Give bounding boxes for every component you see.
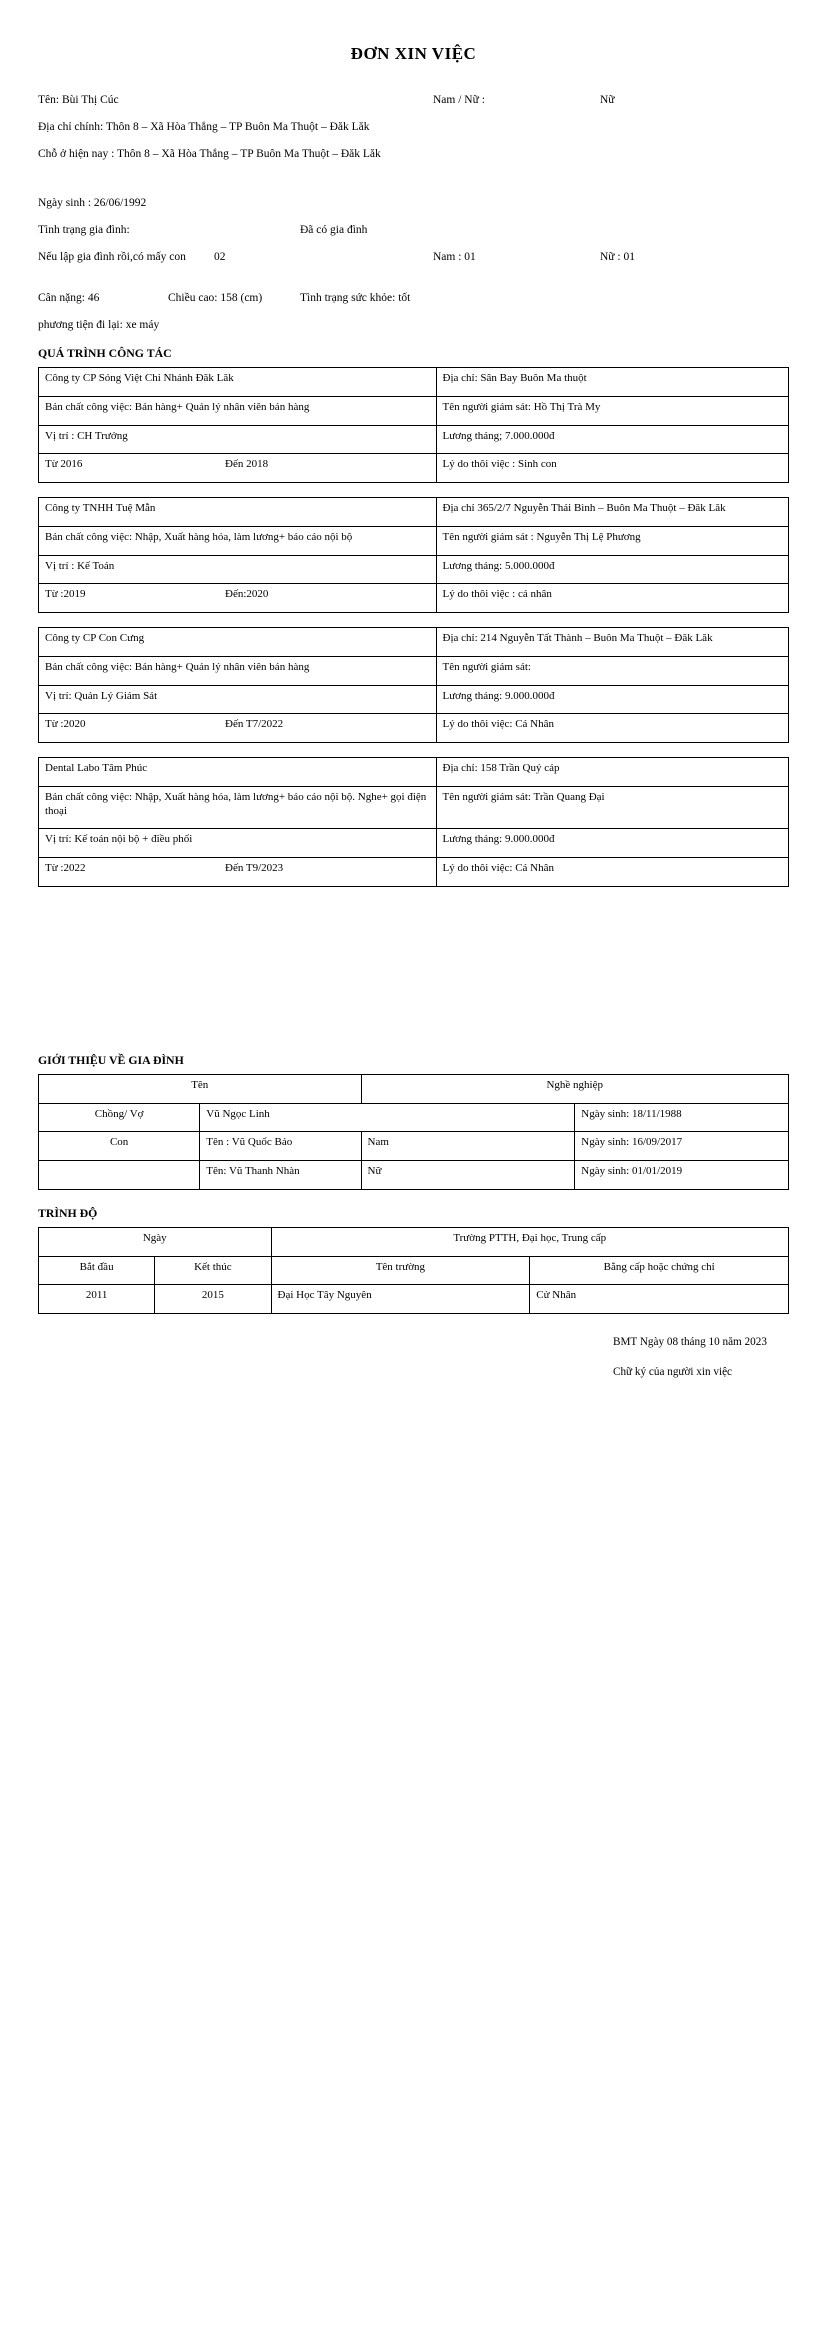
job-from: Từ :2022 xyxy=(45,862,86,874)
footer-block xyxy=(0,1314,827,1378)
table-row xyxy=(39,758,789,787)
health-status: Tình trạng sức khỏe: tốt xyxy=(300,292,411,304)
job-table xyxy=(38,757,789,887)
job-address: Địa chỉ 365/2/7 Nguyễn Thái Bình – Buôn Ma Thuột – Đăk Lăk xyxy=(436,498,789,527)
job-leave-reason: Lý do thôi việc: Cá Nhân xyxy=(436,714,789,743)
name-row xyxy=(38,94,789,121)
edu-start: 2011 xyxy=(39,1285,155,1314)
job-address: Địa chỉ: Sân Bay Buôn Ma thuột xyxy=(436,368,789,397)
table-row xyxy=(39,1285,789,1314)
job-from: Từ 2016 xyxy=(45,458,83,471)
family-birth: Ngày sinh: 01/01/2019 xyxy=(575,1161,789,1190)
table-row xyxy=(39,1103,789,1132)
job-leave-reason: Lý do thôi việc : cá nhân xyxy=(436,584,789,613)
job-duties: Bản chất công việc: Nhập, Xuất hàng hóa, làm lương+ báo cáo nội bộ. Nghe+ gọi điện thoại xyxy=(39,786,437,829)
job-position: Vị trí : CH Trưởng xyxy=(39,425,437,454)
edu-col-date: Ngày xyxy=(39,1227,272,1256)
family-birth: Ngày sinh: 18/11/1988 xyxy=(575,1103,789,1132)
table-row xyxy=(39,714,789,743)
work-history-tables xyxy=(0,367,827,887)
job-table xyxy=(38,497,789,613)
children-female-count: Nữ : 01 xyxy=(600,251,635,263)
family-gender: Nam xyxy=(361,1132,575,1161)
job-company: Công ty TNHH Tuệ Mẫn xyxy=(39,498,437,527)
job-supervisor: Tên người giám sát: Trần Quang Đại xyxy=(436,786,789,829)
edu-school: Đại Học Tây Nguyên xyxy=(271,1285,530,1314)
job-address: Địa chỉ: 214 Nguyễn Tất Thành – Buôn Ma Thuột – Đăk Lăk xyxy=(436,628,789,657)
job-table xyxy=(38,367,789,483)
job-position: Vị trí : Kế Toán xyxy=(39,555,437,584)
job-to: Đến 2018 xyxy=(225,458,269,471)
children-count: 02 xyxy=(214,251,226,263)
transport-row xyxy=(38,319,789,346)
job-supervisor: Tên người giám sát: Hồ Thị Trà My xyxy=(436,396,789,425)
table-row xyxy=(39,454,789,483)
job-table xyxy=(38,627,789,743)
gender-label: Nam / Nữ : xyxy=(433,94,485,106)
table-row xyxy=(39,396,789,425)
table-row xyxy=(39,786,789,829)
table-row xyxy=(39,1161,789,1190)
job-duties: Bản chất công việc: Bán hàng+ Quản lý nhân viên bán hàng xyxy=(39,396,437,425)
edu-col-start: Bắt đầu xyxy=(39,1256,155,1285)
edu-col-school-name: Tên trường xyxy=(271,1256,530,1285)
family-table-wrap xyxy=(0,1074,827,1190)
measurements-row xyxy=(38,292,789,319)
address-current: Chỗ ở hiện nay : Thôn 8 – Xã Hòa Thắng – TP Buôn Ma Thuột – Đăk Lăk xyxy=(38,148,381,160)
job-from: Từ :2020 xyxy=(45,718,86,731)
job-supervisor: Tên người giám sát : Nguyễn Thị Lệ Phương xyxy=(436,526,789,555)
page-title: ĐƠN XIN VIỆC xyxy=(350,44,477,63)
job-period xyxy=(39,584,437,613)
edu-end: 2015 xyxy=(155,1285,271,1314)
family-gender: Nữ xyxy=(361,1161,575,1190)
birthday-row xyxy=(38,197,789,224)
birthday: Ngày sinh : 26/06/1992 xyxy=(38,197,147,209)
family-person-name: Tên: Vũ Thanh Nhàn xyxy=(200,1161,361,1190)
table-row xyxy=(39,858,789,887)
family-col-job: Nghề nghiệp xyxy=(361,1074,789,1103)
job-period xyxy=(39,454,437,483)
job-to: Đến:2020 xyxy=(225,588,269,601)
signature-label: Chữ ký của người xin việc xyxy=(613,1366,733,1378)
table-header-row xyxy=(39,1256,789,1285)
job-salary: Lương tháng; 7.000.000đ xyxy=(436,425,789,454)
job-leave-reason: Lý do thôi việc : Sinh con xyxy=(436,454,789,483)
edu-degree: Cử Nhân xyxy=(530,1285,789,1314)
children-male-count: Nam : 01 xyxy=(433,251,476,263)
table-row xyxy=(39,498,789,527)
table-header-row xyxy=(39,1074,789,1103)
job-company: Công ty CP Con Cưng xyxy=(39,628,437,657)
job-duties: Bản chất công việc: Bán hàng+ Quản lý nhân viên bán hàng xyxy=(39,656,437,685)
table-row xyxy=(39,685,789,714)
education-table xyxy=(38,1227,789,1314)
job-position: Vị trí: Quản Lý Giám Sát xyxy=(39,685,437,714)
table-row xyxy=(39,656,789,685)
education-heading: TRÌNH ĐỘ xyxy=(38,1205,98,1220)
job-to: Đến T7/2022 xyxy=(225,718,284,731)
height-value: Chiều cao: 158 (cm) xyxy=(168,292,263,304)
job-period xyxy=(39,858,437,887)
transport-value: phương tiện đi lại: xe máy xyxy=(38,319,160,331)
family-relation xyxy=(39,1161,200,1190)
job-period xyxy=(39,714,437,743)
family-person-name: Tên : Vũ Quốc Bảo xyxy=(200,1132,361,1161)
edu-col-school-group: Trường PTTH, Đại học, Trung cấp xyxy=(271,1227,789,1256)
address-current-row xyxy=(38,148,789,175)
marital-row xyxy=(38,224,789,251)
job-company: Dental Labo Tâm Phúc xyxy=(39,758,437,787)
family-col-name: Tên xyxy=(39,1074,362,1103)
children-label: Nếu lập gia đình rồi,có mấy con xyxy=(38,251,186,263)
section-gap xyxy=(0,901,827,1053)
address-main-row xyxy=(38,121,789,148)
table-row xyxy=(39,555,789,584)
marital-label: Tình trạng gia đình: xyxy=(38,224,130,236)
table-row xyxy=(39,368,789,397)
family-relation: Con xyxy=(39,1132,200,1161)
job-salary: Lương tháng: 9.000.000đ xyxy=(436,829,789,858)
address-main: Địa chỉ chính: Thôn 8 – Xã Hòa Thắng – TP Buôn Ma Thuột – Đăk Lăk xyxy=(38,121,370,133)
table-row xyxy=(39,584,789,613)
job-salary: Lương tháng: 5.000.000đ xyxy=(436,555,789,584)
table-row xyxy=(39,1132,789,1161)
personal-info-block xyxy=(0,64,827,346)
table-row xyxy=(39,829,789,858)
family-birth: Ngày sinh: 16/09/2017 xyxy=(575,1132,789,1161)
work-history-heading: QUÁ TRÌNH CÔNG TÁC xyxy=(38,346,172,360)
family-table xyxy=(38,1074,789,1190)
applicant-name: Tên: Bùi Thị Cúc xyxy=(38,94,119,106)
edu-col-end: Kết thúc xyxy=(155,1256,271,1285)
weight-value: Cân nặng: 46 xyxy=(38,292,100,304)
family-relation: Chồng/ Vợ xyxy=(39,1103,200,1132)
job-duties: Bản chất công việc: Nhập, Xuất hàng hóa, làm lương+ báo cáo nội bộ xyxy=(39,526,437,555)
job-supervisor: Tên người giám sát: xyxy=(436,656,789,685)
marital-value: Đã có gia đình xyxy=(300,224,368,236)
job-company: Công ty CP Sóng Việt Chi Nhánh Đăk Lăk xyxy=(39,368,437,397)
gender-value: Nữ xyxy=(600,94,615,106)
job-position: Vị trí: Kế toán nội bộ + điều phối xyxy=(39,829,437,858)
job-to: Đến T9/2023 xyxy=(225,862,284,874)
family-person-name: Vũ Ngọc Linh xyxy=(200,1103,575,1132)
edu-col-degree: Bằng cấp hoặc chứng chỉ xyxy=(530,1256,789,1285)
table-row xyxy=(39,628,789,657)
table-row xyxy=(39,526,789,555)
family-heading: GIỚI THIỆU VỀ GIA ĐÌNH xyxy=(38,1052,184,1067)
job-address: Địa chỉ: 158 Trần Quý cáp xyxy=(436,758,789,787)
children-row xyxy=(38,251,789,278)
education-table-wrap xyxy=(0,1227,827,1314)
table-header-row xyxy=(39,1227,789,1256)
job-salary: Lương tháng: 9.000.000đ xyxy=(436,685,789,714)
place-and-date: BMT Ngày 08 tháng 10 năm 2023 xyxy=(613,1336,767,1348)
table-row xyxy=(39,425,789,454)
job-from: Từ :2019 xyxy=(45,588,86,601)
job-leave-reason: Lý do thôi việc: Cá Nhân xyxy=(436,858,789,887)
